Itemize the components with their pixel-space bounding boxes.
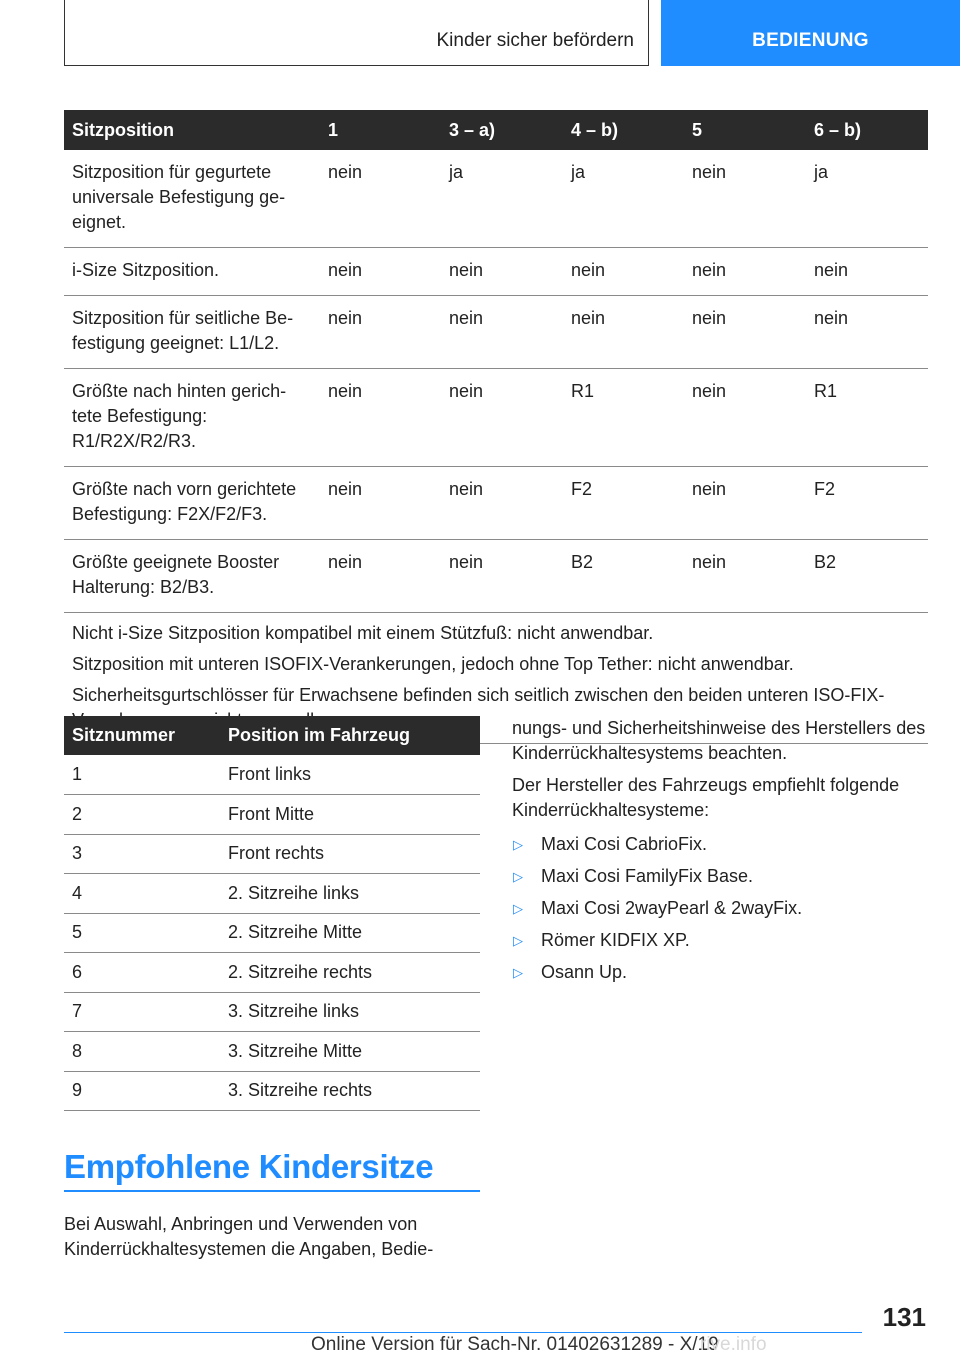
table-cell: nein: [684, 540, 806, 613]
table-cell: nein: [684, 369, 806, 467]
table-cell: nein: [684, 150, 806, 248]
table-cell: ja: [563, 150, 684, 248]
seat-position: Front rechts: [220, 834, 480, 874]
table-row: [64, 834, 480, 874]
table-cell: ja: [806, 150, 928, 248]
table-row: [64, 248, 928, 296]
page-number: 131: [882, 1302, 926, 1332]
table-cell: R1: [563, 369, 684, 467]
table-row: [64, 913, 480, 953]
header-section-title: Kinder sicher befördern: [436, 30, 634, 51]
footer-divider: [64, 1332, 862, 1333]
seat-header-cell: Sitznummer: [64, 716, 220, 755]
header-chapter-tab: [661, 0, 960, 66]
table-cell: nein: [684, 467, 806, 540]
seat-header-cell: Position im Fahrzeug: [220, 716, 480, 755]
compat-header-cell: 4 – b): [563, 110, 684, 150]
list-item: [512, 928, 932, 953]
seat-position: 2. Sitzreihe links: [220, 874, 480, 914]
table-cell: nein: [320, 150, 441, 248]
table-row: [64, 369, 928, 467]
seat-number: 5: [64, 913, 220, 953]
table-cell: nein: [563, 296, 684, 369]
table-cell: nein: [684, 248, 806, 296]
seat-number: 8: [64, 1032, 220, 1072]
table-cell: nein: [441, 296, 563, 369]
table-cell: Größte nach vorn gerichtete Befestigung: F2X/F2/F3.: [64, 467, 320, 540]
triangle-bullet-icon: ▷: [513, 965, 523, 980]
list-item-text: Maxi Cosi CabrioFix.: [541, 834, 708, 854]
seat-number: 6: [64, 953, 220, 993]
list-item-text: Römer KIDFIX XP.: [541, 930, 690, 950]
list-item: [512, 832, 932, 857]
seat-number: 9: [64, 1071, 220, 1111]
list-item-text: Maxi Cosi FamilyFix Base.: [541, 866, 754, 886]
recommendation-intro: Der Hersteller des Fahrzeugs empfiehlt folgende Kinderrückhaltesysteme:: [512, 775, 900, 820]
table-note: Nicht i-Size Sitzposition kompatibel mit einem Stützfuß: nicht anwendbar.: [72, 623, 654, 643]
table-cell: Sitzposition für seitliche Be-festigung geeignet: L1/L2.: [64, 296, 320, 369]
list-item-text: Osann Up.: [541, 962, 628, 982]
list-item-text: Maxi Cosi 2wayPearl & 2wayFix.: [541, 898, 803, 918]
table-note: Sitzposition mit unteren ISOFIX-Verankerungen, jedoch ohne Top Tether: nicht anwendbar.: [72, 654, 794, 674]
seat-number: 7: [64, 992, 220, 1032]
table-row: [64, 467, 928, 540]
table-cell: nein: [320, 540, 441, 613]
compat-header-cell: Sitzposition: [64, 110, 320, 150]
compat-header-cell: 3 – a): [441, 110, 563, 150]
table-cell: B2: [806, 540, 928, 613]
table-cell: B2: [563, 540, 684, 613]
seat-number: 3: [64, 834, 220, 874]
triangle-bullet-icon: ▷: [513, 837, 523, 852]
seat-position: 3. Sitzreihe rechts: [220, 1071, 480, 1111]
table-row: [64, 992, 480, 1032]
compat-header-cell: 5: [684, 110, 806, 150]
seat-position: Front links: [220, 755, 480, 795]
seat-number: 2: [64, 795, 220, 835]
table-cell: nein: [320, 467, 441, 540]
compat-header-cell: 6 – b): [806, 110, 928, 150]
table-cell: nein: [684, 296, 806, 369]
footer-text: Online Version für Sach-Nr. 01402631289 - X/19: [311, 1334, 719, 1355]
seat-position: 3. Sitzreihe Mitte: [220, 1032, 480, 1072]
seat-number: 1: [64, 755, 220, 795]
table-row: [64, 953, 480, 993]
header-section-box: [64, 0, 649, 66]
table-cell: nein: [320, 296, 441, 369]
table-cell: nein: [806, 296, 928, 369]
list-item: [512, 864, 932, 889]
table-cell: Größte nach hinten gerich-tete Befestigung: R1/R2X/R2/R3.: [64, 369, 320, 467]
table-row: [64, 296, 928, 369]
seat-number: 4: [64, 874, 220, 914]
table-cell: R1: [806, 369, 928, 467]
continuation-text: nungs- und Sicherheitshinweise des Herstellers des Kinderrückhaltesystems beachten.: [512, 718, 926, 763]
table-row: [64, 1071, 480, 1111]
compat-table: [64, 110, 928, 744]
table-cell: F2: [806, 467, 928, 540]
compat-table-header: [64, 110, 928, 150]
triangle-bullet-icon: ▷: [513, 933, 523, 948]
compat-header-cell: 1: [320, 110, 441, 150]
table-row: [64, 150, 928, 248]
table-cell: F2: [563, 467, 684, 540]
table-cell: nein: [441, 369, 563, 467]
list-item: [512, 896, 932, 921]
seat-table: [64, 716, 480, 1111]
section-paragraph: Bei Auswahl, Anbringen und Verwenden von Kinderrückhaltesystemen die Angaben, Bedie-: [64, 1214, 434, 1259]
triangle-bullet-icon: ▷: [513, 869, 523, 884]
right-column: [512, 716, 932, 992]
seat-position: 2. Sitzreihe Mitte: [220, 913, 480, 953]
triangle-bullet-icon: ▷: [513, 901, 523, 916]
table-row: [64, 1032, 480, 1072]
section-heading: Empfohlene Kindersitze: [64, 1148, 480, 1192]
table-cell: nein: [441, 540, 563, 613]
list-item: [512, 960, 932, 985]
seat-table-header: [64, 716, 480, 755]
table-cell: nein: [563, 248, 684, 296]
table-row: [64, 755, 480, 795]
table-cell: nein: [441, 248, 563, 296]
table-cell: nein: [320, 369, 441, 467]
seat-position: Front Mitte: [220, 795, 480, 835]
table-cell: nein: [320, 248, 441, 296]
table-row: [64, 540, 928, 613]
seat-position: 2. Sitzreihe rechts: [220, 953, 480, 993]
header-chapter-label: BEDIENUNG: [752, 30, 869, 51]
seat-position: 3. Sitzreihe links: [220, 992, 480, 1032]
table-row: [64, 874, 480, 914]
recommended-seats-list: [512, 832, 932, 985]
table-cell: nein: [441, 467, 563, 540]
table-cell: Sitzposition für gegurtete universale Befestigung ge-eignet.: [64, 150, 320, 248]
table-cell: ja: [441, 150, 563, 248]
table-row: [64, 795, 480, 835]
table-cell: nein: [806, 248, 928, 296]
table-note: Sicherheitsgurtschlösser für Erwachsene befinden sich seitlich zwischen den beiden unteren ISO-FIX-: [72, 685, 885, 705]
table-cell: Größte geeignete Booster Halterung: B2/B3.: [64, 540, 320, 613]
watermark: rive.info: [700, 1334, 767, 1355]
table-cell: i-Size Sitzposition.: [64, 248, 320, 296]
